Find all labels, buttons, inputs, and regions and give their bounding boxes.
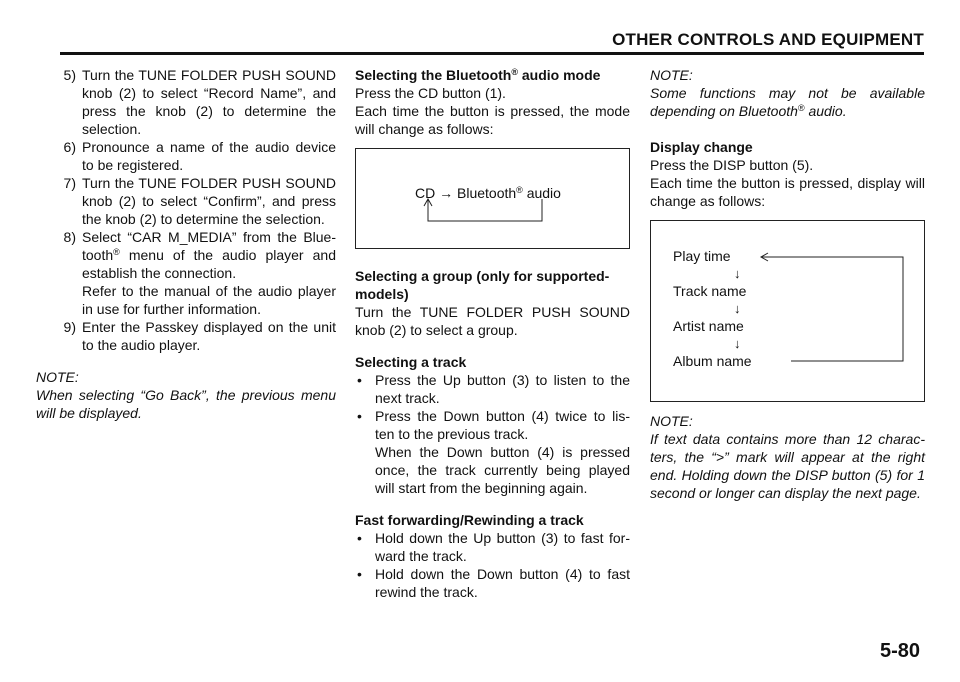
display-item-artist-name: Artist name	[673, 318, 744, 334]
group-text: Turn the TUNE FOLDER PUSH SOUND knob (2) to select a group.	[355, 304, 630, 338]
display-item-play-time: Play time	[673, 248, 731, 264]
step-text: Turn the TUNE FOLDER PUSH SOUND knob (2) to select “Confirm”, and press the knob (2) to determine the selection.	[82, 175, 336, 227]
step-text: Enter the Passkey displayed on the unit to the audio player.	[82, 319, 336, 353]
ff-bullet-1: • Hold down the Up button (3) to fast for-ward the track.	[355, 529, 630, 565]
step-number: 7)	[63, 175, 76, 191]
bullet-subtext: When the Down button (4) is pressed once, the track currently being played will start from the beginning again.	[375, 444, 630, 496]
step-5	[36, 66, 336, 138]
ff-bullets	[355, 529, 630, 601]
step-text-cont: menu of the audio player and establish the connection.	[82, 247, 336, 281]
step-6	[36, 138, 336, 174]
note-text: When selecting “Go Back”, the previous menu will be displayed.	[36, 387, 336, 421]
bt-mode-heading	[355, 66, 630, 84]
column-left	[36, 66, 336, 422]
step-text: Select “CAR M_MEDIA” from the Blue-tooth	[82, 229, 336, 263]
note-label: NOTE:	[36, 369, 79, 385]
heading-text-cont: audio mode	[517, 67, 601, 83]
steps-list	[36, 66, 336, 354]
ff-heading: Fast forwarding/Rewinding a track	[355, 512, 584, 528]
step-text: Pronounce a name of the audio device to be registered.	[82, 139, 336, 173]
mode-seq-text-cont: audio	[522, 185, 561, 201]
bt-mode-text-2: Each time the button is pressed, the mode will change as follows:	[355, 103, 630, 137]
heading-text: Selecting the Bluetooth	[355, 67, 512, 83]
down-arrow-icon: ↓	[734, 336, 741, 351]
step-number: 6)	[63, 139, 76, 155]
loop-arrow	[651, 221, 924, 401]
step-number: 5)	[63, 67, 76, 83]
note-text: If text data contains more than 12 charac-ters, the “>” mark will appear at the right end. Holding down the DISP button (5) for 1 second or longer can display the next page.	[650, 431, 925, 501]
step-number: 8)	[63, 229, 76, 245]
display-sequence-box	[650, 220, 925, 402]
note-text-b: audio.	[804, 103, 847, 119]
registered-mark: ®	[511, 67, 518, 77]
track-bullet-2	[355, 407, 630, 497]
registered-mark: ®	[516, 185, 523, 195]
display-item-track-name: Track name	[673, 283, 747, 299]
group-heading: Selecting a group (only for supported-models)	[355, 268, 610, 302]
step-text: Turn the TUNE FOLDER PUSH SOUND knob (2) to select “Record Name”, and press the knob (2) to determine the selection.	[82, 67, 336, 137]
step-number: 9)	[63, 319, 76, 335]
page-number: 5-80	[879, 640, 920, 662]
track-bullets	[355, 371, 630, 497]
step-subtext: Refer to the manual of the audio player in use for further information.	[82, 283, 336, 317]
display-text-2: Each time the button is pressed, display will change as follows:	[650, 175, 925, 209]
track-bullet-1	[355, 371, 630, 407]
step-9	[36, 318, 336, 354]
registered-mark: ®	[797, 103, 805, 113]
down-arrow-icon: ↓	[734, 301, 741, 316]
note-text	[650, 84, 925, 120]
column-right	[650, 66, 925, 502]
mode-seq-text: CD → Bluetooth	[415, 185, 517, 201]
note-label: NOTE:	[650, 67, 693, 83]
mode-sequence-box	[355, 148, 630, 249]
step-8	[36, 228, 336, 318]
registered-mark: ®	[113, 247, 120, 257]
bullet-text: Press the Down button (4) twice to lis-ten to the previous track.	[375, 408, 630, 442]
display-text-1: Press the DISP button (5).	[650, 157, 814, 173]
step-7	[36, 174, 336, 228]
display-item-album-name: Album name	[673, 353, 752, 369]
bullet-text: Press the Up button (3) to listen to the next track.	[375, 372, 630, 406]
bt-mode-text-1: Press the CD button (1).	[355, 85, 506, 101]
note-text-a: Some functions may not be available depending on Bluetooth	[650, 85, 925, 119]
display-change-heading: Display change	[650, 139, 753, 155]
column-middle	[355, 66, 630, 601]
ff-bullet-2: • Hold down the Down button (4) to fast rewind the track.	[355, 565, 630, 601]
track-heading: Selecting a track	[355, 354, 467, 370]
note-label: NOTE:	[650, 413, 693, 429]
header-rule	[60, 52, 924, 55]
header-title: OTHER CONTROLS AND EQUIPMENT	[612, 30, 924, 49]
loop-arrow	[356, 149, 629, 248]
down-arrow-icon: ↓	[734, 266, 741, 281]
